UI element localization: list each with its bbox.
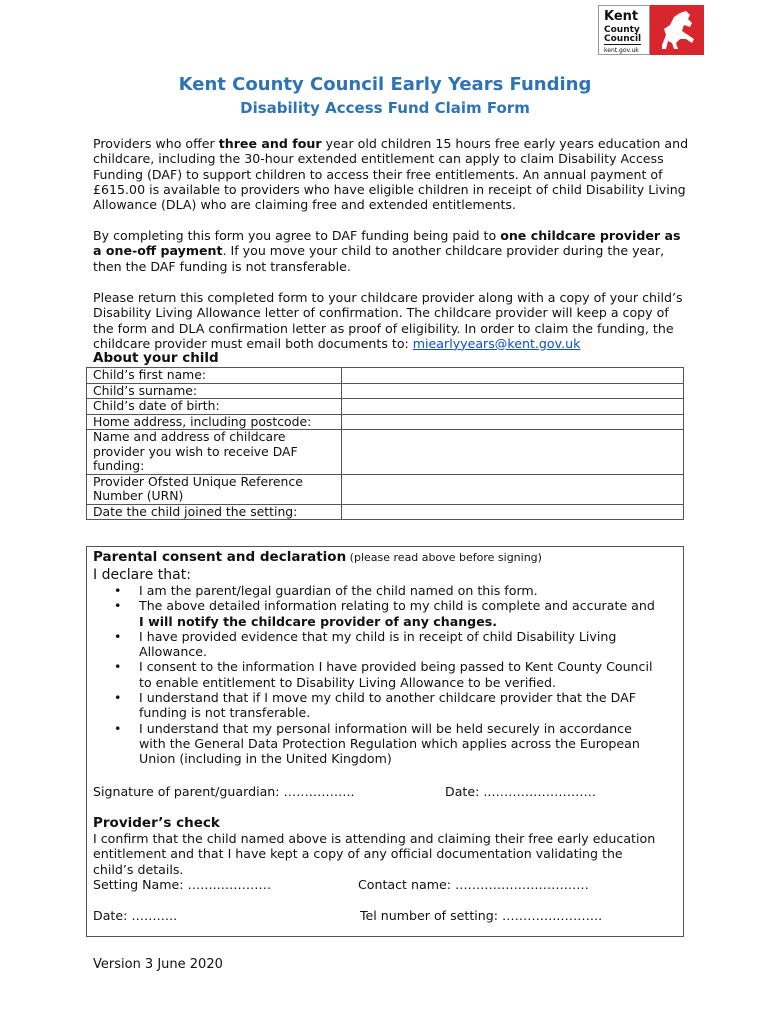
urn-field[interactable] [342, 474, 684, 504]
consent-heading: Parental consent and declaration [93, 549, 347, 565]
intro-paragraph-3: Please return this completed form to your childcare provider along with a copy of your child’s Disability Living Allowance letter of confirmation. The childcare provider will keep a copy of the form and DLA confirmation letter as proof of eligibility. In order to claim the funding, the childcare provider must email both documents to: miearlyyears@kent.gov.uk [93, 290, 683, 351]
table-row [87, 383, 684, 399]
bullet-icon: • [114, 628, 122, 644]
list-item: • The above detailed information relating to my child is complete and accurate and I will notify the childcare provider of any changes. [114, 598, 655, 629]
dob-field[interactable] [342, 399, 684, 415]
provider-check-heading: Provider’s check [93, 815, 220, 831]
version-footer: Version 3 June 2020 [93, 957, 223, 972]
bullet-icon: • [114, 659, 122, 675]
intro-paragraph-1: Providers who offer three and four year old children 15 hours free early years education and childcare, including the 30-hour extended entitlement can apply to claim Disability Access Funding (DAF) to support children to access their free entitlements. An annual payment of £615.00 is available to providers who have eligible children in receipt of child Disability Living Allowance (DLA) who are claiming free and extended entitlements. [93, 136, 689, 213]
invicta-horse-icon [650, 5, 704, 55]
consent-heading-line [93, 549, 678, 565]
declaration-box [86, 546, 684, 937]
about-heading: About your child [93, 350, 219, 366]
about-child-table [86, 367, 684, 520]
list-item: • I am the parent/legal guardian of the child named on this form. [114, 583, 538, 598]
contact-name-field[interactable]: Contact name: ………….…….………… [358, 877, 589, 892]
setting-name-field[interactable]: Setting Name: ……..………… [93, 877, 272, 892]
page-title: Kent County Council Early Years Funding [178, 74, 592, 95]
bullet-icon: • [114, 598, 122, 614]
tel-number-field[interactable]: Tel number of setting: …………..………. [360, 908, 603, 923]
logo-url: kent.gov.uk [604, 47, 639, 54]
table-row [87, 504, 684, 520]
list-item: • I understand that if I move my child to another childcare provider that the DAF funding is not transferable. [114, 690, 636, 721]
logo-county: County [604, 25, 640, 35]
bullet-icon: • [114, 720, 122, 736]
field-label: Provider Ofsted Unique Reference Number (URN) [87, 474, 342, 504]
bullet-icon: • [114, 583, 122, 598]
list-item: • I understand that my personal information will be held securely in accordance with the General Data Protection Regulation which applies across the European Union (including in the United Kingdom) [114, 720, 640, 767]
address-field[interactable] [342, 414, 684, 430]
logo-council: Council [604, 34, 642, 44]
provider-date-field[interactable]: Date: ……….. [93, 908, 178, 923]
declaration-list [93, 583, 661, 767]
list-item: • I consent to the information I have provided being passed to Kent County Council to enable entitlement to Disability Living Allowance to be verified. [114, 659, 653, 690]
consent-heading-note: (please read above before signing) [346, 551, 542, 564]
declare-text: I declare that: [93, 567, 191, 583]
field-label: Child’s surname: [87, 383, 342, 399]
signature-date-field[interactable]: Date: ..……….…………… [445, 784, 597, 799]
intro-paragraph-2: By completing this form you agree to DAF funding being paid to one childcare provider as a one-off payment. If you move your child to another childcare provider during the year, then the DAF funding is not transferable. [93, 228, 681, 274]
page-subtitle: Disability Access Fund Claim Form [240, 99, 530, 117]
bullet-icon: • [114, 690, 122, 706]
provider-address-field[interactable] [342, 430, 684, 475]
table-row [87, 368, 684, 384]
field-label: Child’s first name: [87, 368, 342, 384]
field-label: Home address, including postcode: [87, 414, 342, 430]
field-label: Date the child joined the setting: [87, 504, 342, 520]
surname-field[interactable] [342, 383, 684, 399]
table-row [87, 430, 684, 475]
field-label: Child’s date of birth: [87, 399, 342, 415]
table-row [87, 414, 684, 430]
date-joined-field[interactable] [342, 504, 684, 520]
table-row [87, 474, 684, 504]
signature-field[interactable]: Signature of parent/guardian: …………….. [93, 784, 355, 799]
table-row [87, 399, 684, 415]
provider-check-text: I confirm that the child named above is attending and claiming their free early education entitlement and that I have kept a copy of any official documentation validating the child’s details. [93, 831, 656, 877]
kcc-logo [598, 5, 704, 55]
logo-kent: Kent [604, 9, 639, 24]
email-link[interactable]: miearlyyears@kent.gov.uk [412, 335, 581, 351]
field-label: Name and address of childcare provider you wish to receive DAF funding: [87, 430, 342, 475]
logo-text-block [598, 5, 650, 55]
list-item: • I have provided evidence that my child is in receipt of child Disability Living Allowance. [114, 628, 617, 660]
first-name-field[interactable] [342, 368, 684, 384]
